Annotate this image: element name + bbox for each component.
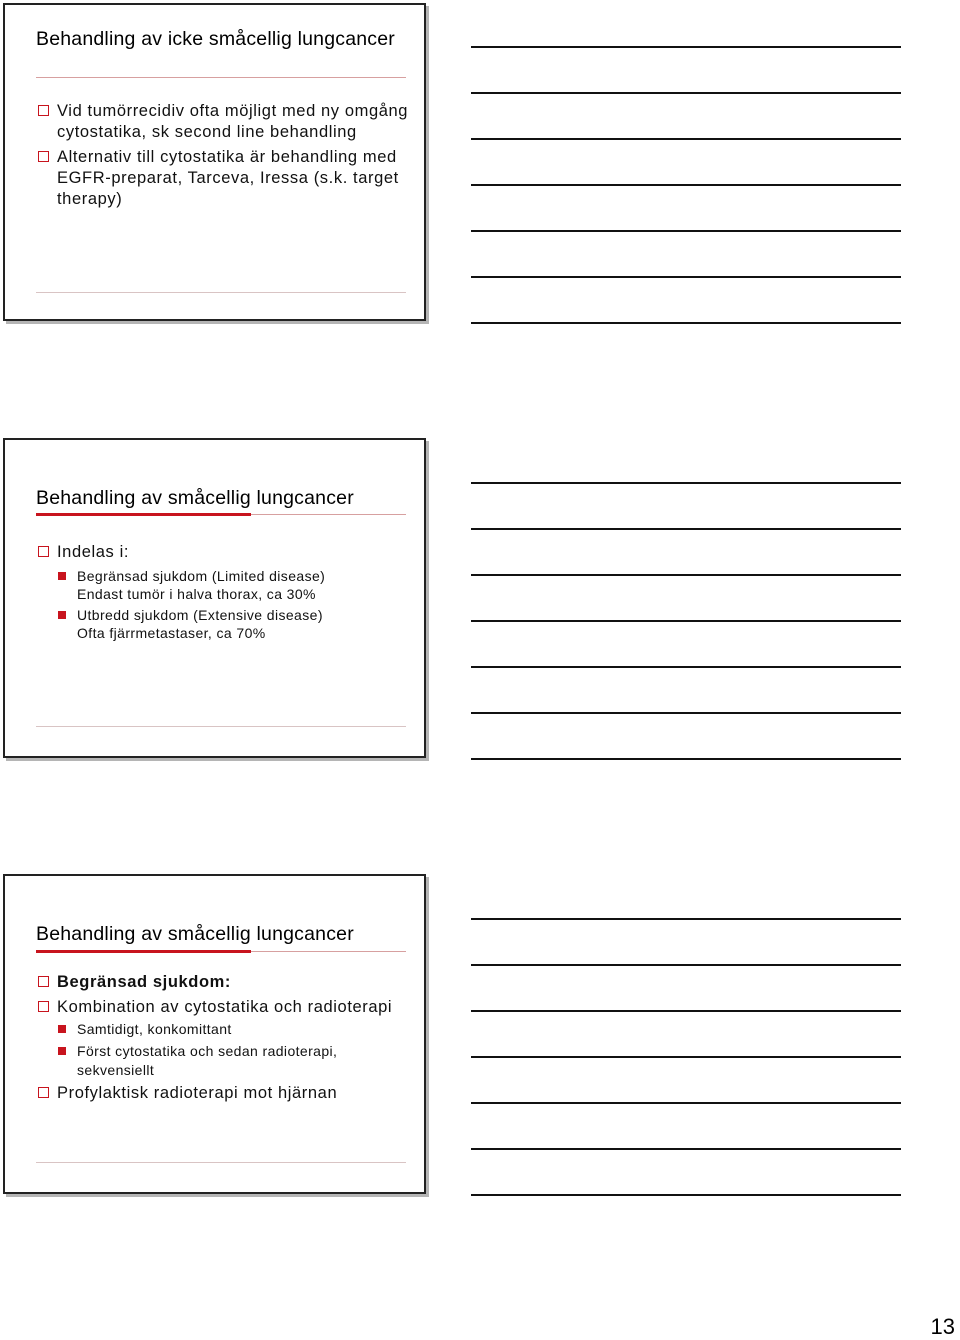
hollow-square-bullet-icon — [38, 105, 49, 116]
note-line — [471, 1056, 901, 1058]
note-line — [471, 712, 901, 714]
slide-3-title-rule — [36, 951, 406, 952]
slide-3-bullet-1: Begränsad sjukdom: — [36, 972, 416, 993]
slide-1-bullet-list — [36, 101, 416, 210]
slide-3-bullet-3: Profylaktisk radioterapi mot hjärnan — [36, 1083, 416, 1104]
note-line — [471, 1194, 901, 1196]
note-line — [471, 184, 901, 186]
slide-1-title-rule — [36, 77, 406, 78]
hollow-square-bullet-icon — [38, 1087, 49, 1098]
hollow-square-bullet-icon — [38, 1001, 49, 1012]
page-number: 13 — [930, 1314, 955, 1339]
note-line — [471, 92, 901, 94]
note-line — [471, 138, 901, 140]
note-line — [471, 322, 901, 324]
filled-square-bullet-icon — [58, 1047, 66, 1055]
note-line — [471, 528, 901, 530]
note-line — [471, 964, 901, 966]
hollow-square-bullet-icon — [38, 976, 49, 987]
slide-2-subbullet-2: Utbredd sjukdom (Extensive disease) Ofta fjärrmetastaser, ca 70% — [36, 606, 416, 641]
note-line — [471, 1102, 901, 1104]
slide-1-bullet-2: Alternativ till cytostatika är behandling med EGFR-preparat, Tarceva, Iressa (s.k. target therapy) — [36, 147, 416, 210]
slide-3-subbullet-2: Först cytostatika och sedan radioterapi, sekvensiellt — [36, 1042, 416, 1080]
hollow-square-bullet-icon — [38, 151, 49, 162]
slide-3-subbullet-1: Samtidigt, konkomittant — [36, 1020, 416, 1039]
title-accent-bar — [36, 513, 251, 516]
slide-1-title: Behandling av icke småcellig lungcancer — [36, 28, 395, 50]
filled-square-bullet-icon — [58, 1025, 66, 1033]
note-line — [471, 918, 901, 920]
slide-2-footer-rule — [36, 726, 406, 727]
note-line — [471, 276, 901, 278]
slide-2 — [3, 438, 426, 758]
slide-2-bullet-1: Indelas i: — [36, 542, 416, 563]
note-line — [471, 758, 901, 760]
slide-3-footer-rule — [36, 1162, 406, 1163]
filled-square-bullet-icon — [58, 572, 66, 580]
slide-3-title: Behandling av småcellig lungcancer — [36, 923, 354, 945]
slide-2-bullet-list — [36, 542, 416, 641]
note-line — [471, 620, 901, 622]
note-line — [471, 230, 901, 232]
slide-1-bullet-1: Vid tumörrecidiv ofta möjligt med ny omgång cytostatika, sk second line behandling — [36, 101, 416, 143]
slide-2-title: Behandling av småcellig lungcancer — [36, 487, 354, 509]
slide-2-title-rule — [36, 514, 406, 515]
slide-3 — [3, 874, 426, 1194]
slide-3-bullet-2: Kombination av cytostatika och radioterapi — [36, 997, 416, 1018]
title-accent-bar — [36, 950, 251, 953]
note-line — [471, 666, 901, 668]
note-line — [471, 1010, 901, 1012]
slide-3-bullet-list — [36, 972, 416, 1104]
note-line — [471, 46, 901, 48]
slide-2-subbullet-1: Begränsad sjukdom (Limited disease) Endast tumör i halva thorax, ca 30% — [36, 567, 416, 602]
slide-1-footer-rule — [36, 292, 406, 293]
hollow-square-bullet-icon — [38, 546, 49, 557]
note-line — [471, 482, 901, 484]
note-line — [471, 574, 901, 576]
note-line — [471, 1148, 901, 1150]
filled-square-bullet-icon — [58, 611, 66, 619]
slide-1 — [3, 3, 426, 321]
